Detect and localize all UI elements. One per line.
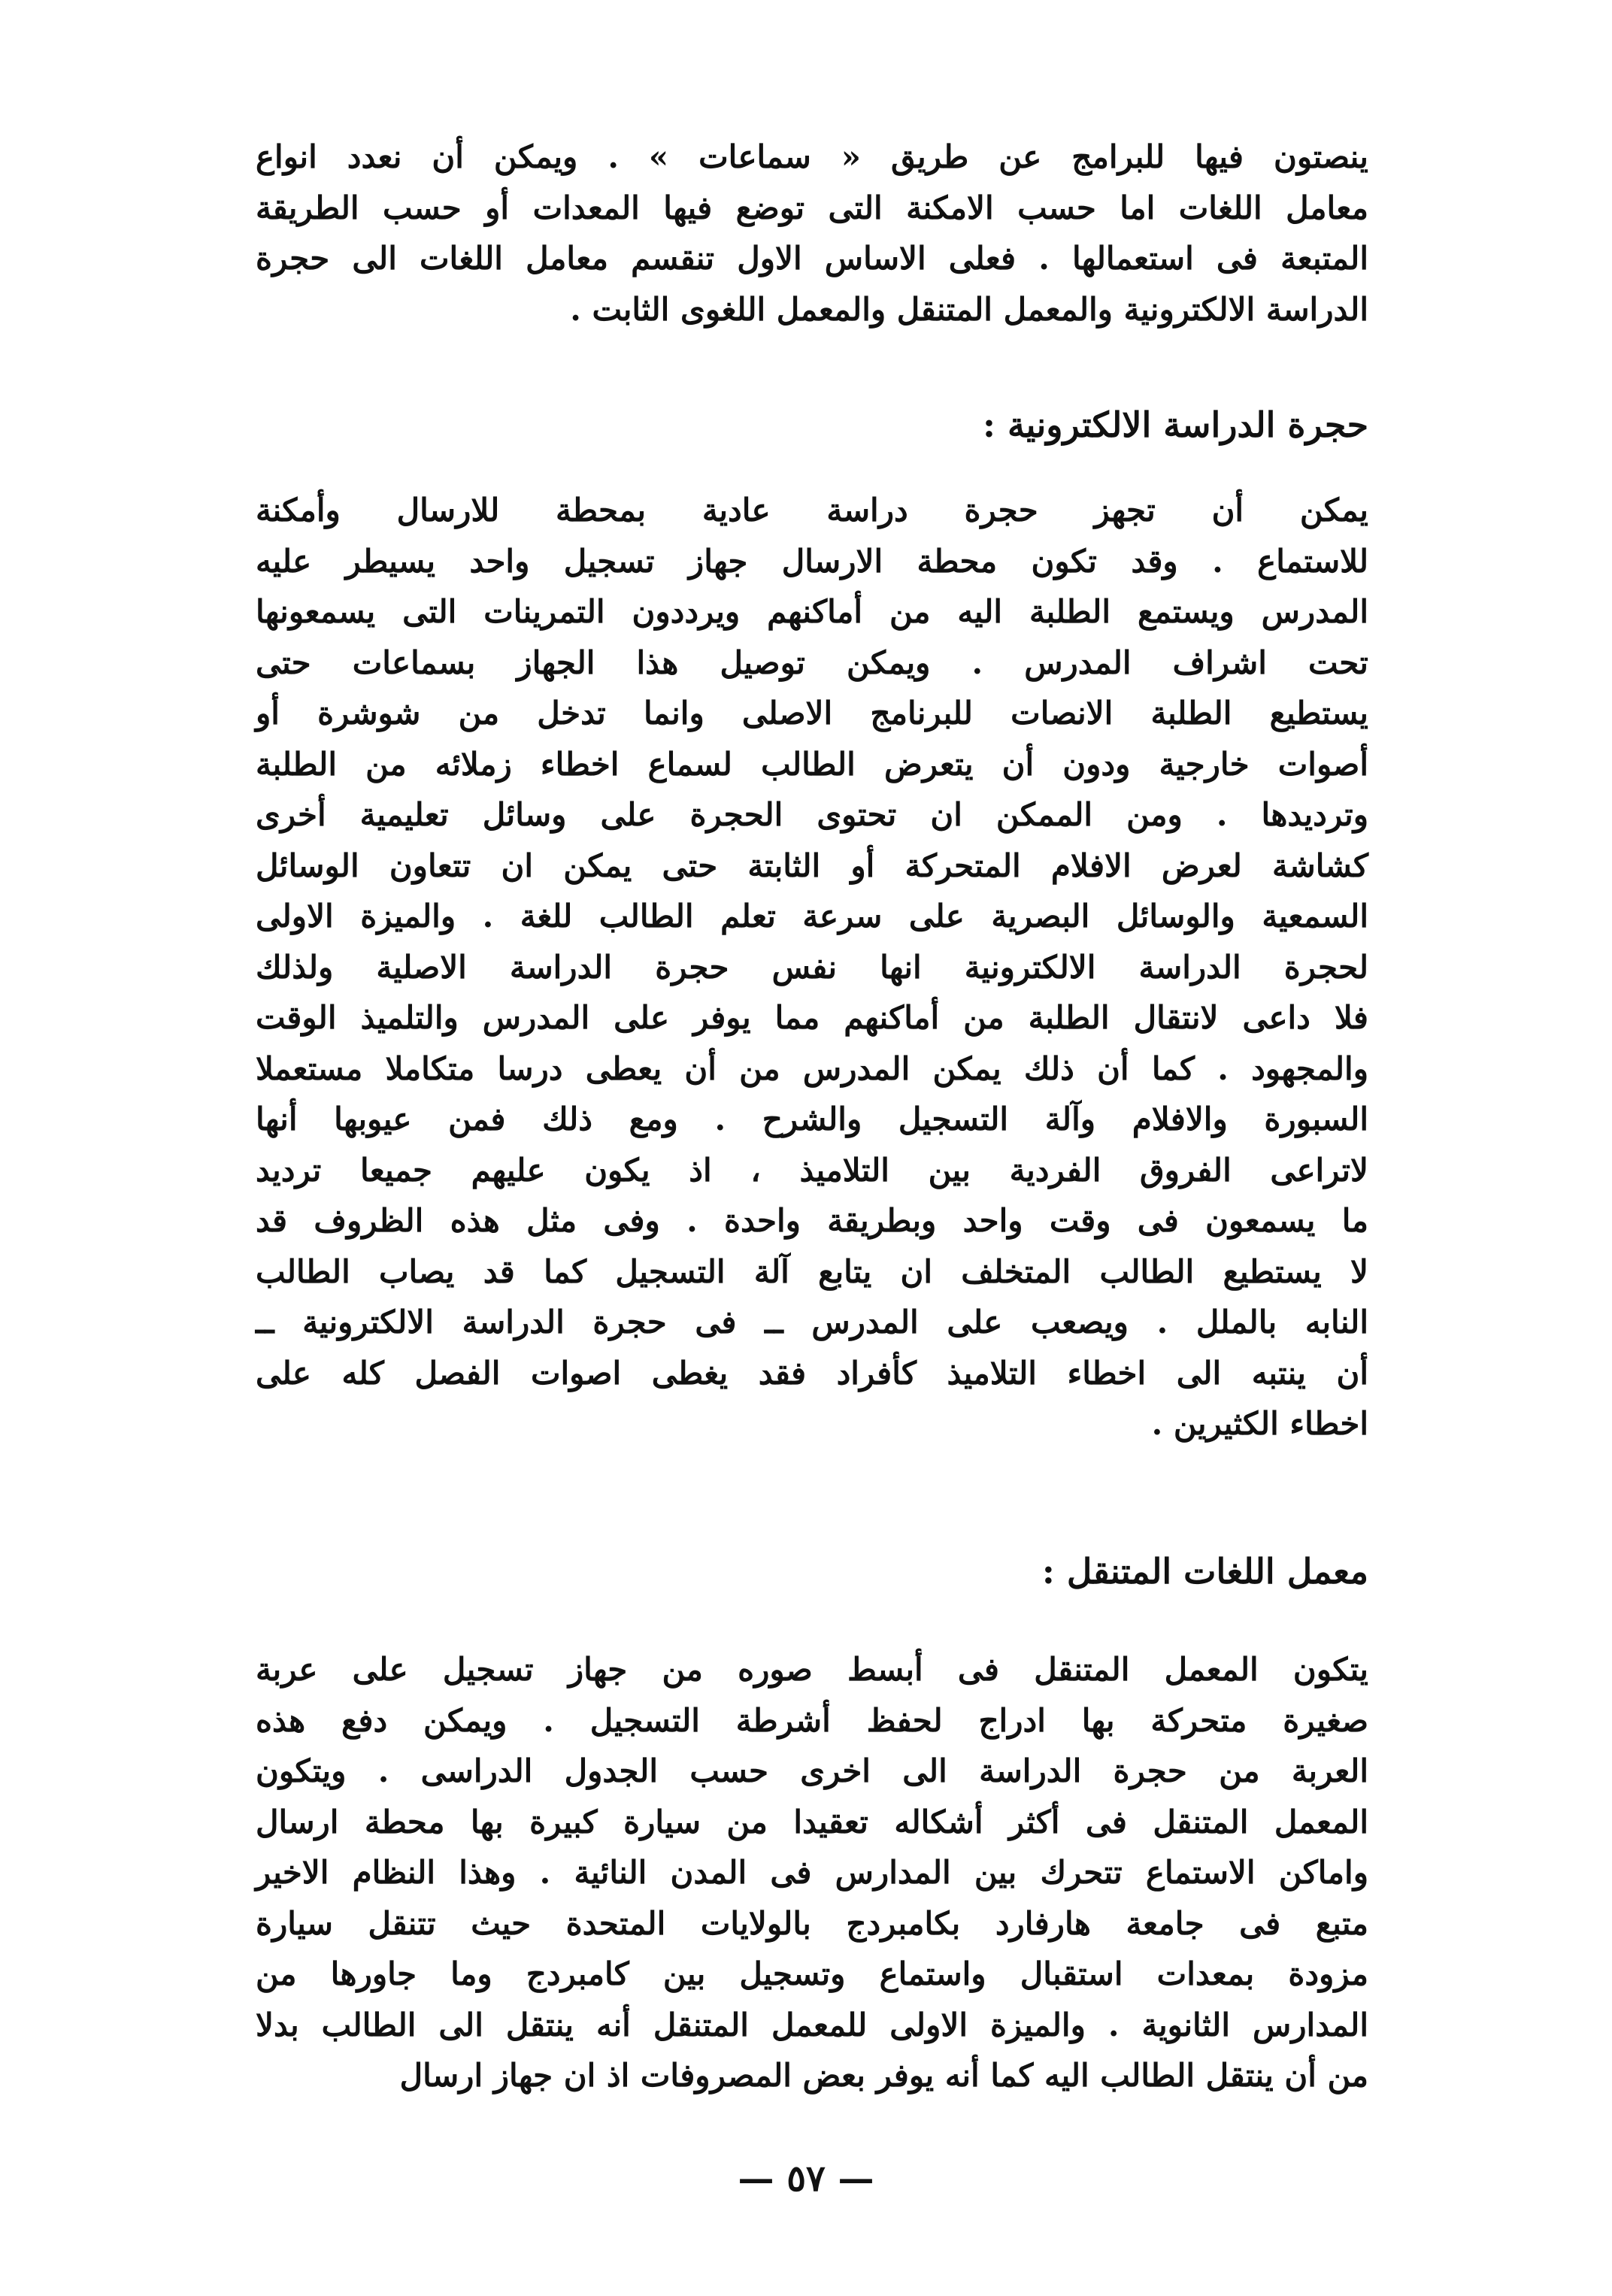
text-line: يتكون المعمل المتنقل فى أبسط صوره من جهاز تسجيل على عربة: [256, 1651, 1368, 1688]
text-line: يمكن أن تجهز حجرة دراسة عادية بمحطة للارسال وأمكنة: [256, 492, 1368, 529]
text-line: النابه بالملل . ويصعب على المدرس ــ فى حجرة الدراسة الالكترونية ــ: [256, 1304, 1368, 1340]
text-line: واماكن الاستماع تتحرك بين المدارس فى المدن النائية . وهذا النظام الاخير: [256, 1854, 1368, 1891]
section-heading-electronic-classroom: حجرة الدراسة الالكترونية :: [982, 404, 1368, 445]
text-line: وترديدها . ومن الممكن ان تحتوى الحجرة على وسائل تعليمية أخرى: [256, 796, 1368, 833]
text-line: الدراسة الالكترونية والمعمل المتنقل والمعمل اللغوى الثابت .: [570, 290, 1368, 328]
text-line: ينصتون فيها للبرامج عن طريق « سماعات » . ويمكن أن نعدد انواع: [256, 138, 1368, 175]
text-line: أصوات خارجية ودون أن يتعرض الطالب لسماع اخطاء زملائه من الطلبة: [256, 745, 1368, 783]
text-line: اخطاء الكثيرين .: [1151, 1405, 1368, 1442]
text-line: كشاشة لعرض الافلام المتحركة أو الثابتة حتى يمكن ان تتعاون الوسائل: [256, 847, 1368, 884]
text-line: صغيرة متحركة بها ادراج لحفظ أشرطة التسجيل . ويمكن دفع هذه: [256, 1701, 1368, 1739]
text-line: ما يسمعون فى وقت واحد وبطريقة واحدة . وفى مثل هذه الظروف قد: [256, 1202, 1368, 1239]
text-line: السبورة والافلام وآلة التسجيل والشرح . ومع ذلك فمن عيوبها أنها: [256, 1101, 1368, 1137]
text-line: فلا داعى لانتقال الطلبة من أماكنهم مما يوفر على المدرس والتلميذ الوقت: [256, 999, 1368, 1036]
text-line: تحت اشراف المدرس . ويمكن توصيل هذا الجهاز بسماعات حتى: [256, 644, 1368, 681]
page-number: — ٥٧ —: [738, 2158, 874, 2200]
text-line: السمعية والوسائل البصرية على سرعة تعلم الطالب للغة . والميزة الاولى: [256, 898, 1368, 934]
text-line: من أن ينتقل الطالب اليه كما أنه يوفر بعض المصروفات اذ ان جهاز ارسال: [399, 2057, 1368, 2094]
text-line: العربة من حجرة الدراسة الى اخرى حسب الجدول الدراسى . ويتكون: [256, 1752, 1368, 1789]
mobile-language-lab-paragraph: [256, 1644, 1368, 2101]
section-heading-mobile-language-lab: معمل اللغات المتنقل :: [1041, 1551, 1368, 1592]
text-line: للاستماع . وقد تكون محطة الارسال جهاز تسجيل واحد يسيطر عليه: [256, 542, 1368, 580]
text-line: المدارس الثانوية . والميزة الاولى للمعمل المتنقل أنه ينتقل الى الطالب بدلا: [256, 2006, 1368, 2043]
text-line: لحجرة الدراسة الالكترونية انها نفس حجرة الدراسة الاصلية ولذلك: [256, 948, 1368, 986]
electronic-classroom-paragraph: [256, 485, 1368, 1449]
text-line: المتبعة فى استعمالها . فعلى الاساس الاول تنقسم معامل اللغات الى حجرة: [256, 240, 1368, 277]
text-line: متبع فى جامعة هارفارد بكامبردج بالولايات المتحدة حيث تتنقل سيارة: [256, 1904, 1368, 1942]
text-line: لاتراعى الفروق الفردية بين التلاميذ ، اذ يكون عليهم جميعا ترديد: [256, 1151, 1368, 1189]
text-line: أن ينتبه الى اخطاء التلاميذ كأفراد فقد يغطى اصوات الفصل كله على: [256, 1354, 1368, 1392]
text-line: معامل اللغات اما حسب الامكنة التى توضع فيها المعدات أو حسب الطريقة: [256, 189, 1368, 226]
document-page: [256, 132, 1368, 2274]
text-line: والمجهود . كما أن ذلك يمكن المدرس من أن يعطى درسا متكاملا مستعملا: [256, 1050, 1368, 1087]
text-line: يستطيع الطلبة الانصات للبرنامج الاصلى وانما تدخل من شوشرة أو: [256, 695, 1368, 732]
text-line: المدرس ويستمع الطلبة اليه من أماكنهم ويرددون التمرينات التى يسمعونها: [256, 593, 1368, 630]
text-line: مزودة بمعدات استقبال واستماع وتسجيل بين كامبردج وما جاورها من: [256, 1955, 1368, 1992]
text-line: المعمل المتنقل فى أكثر أشكاله تعقيدا من سيارة كبيرة بها محطة ارسال: [256, 1803, 1368, 1840]
text-line: لا يستطيع الطالب المتخلف ان يتابع آلة التسجيل كما قد يصاب الطالب: [256, 1253, 1368, 1290]
intro-paragraph: [256, 132, 1368, 335]
